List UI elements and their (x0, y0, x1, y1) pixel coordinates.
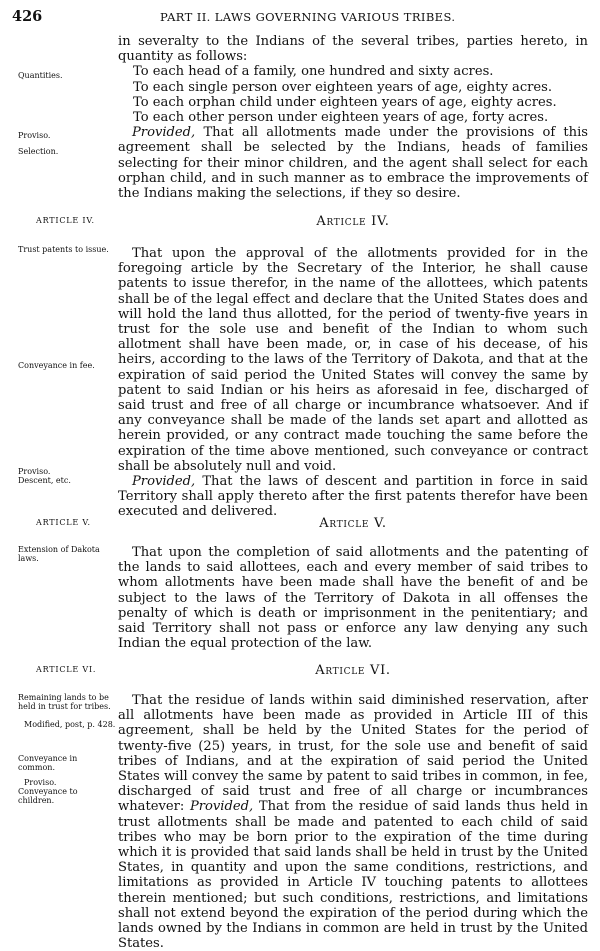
margin-article-vi: ARTICLE VI. (36, 665, 97, 674)
article-iv-paragraph: That upon the approval of the allotments provided for in the foregoing article by the Secretary of the Interior, he shall cause patents to issue therefor, in the name of the allottees, which patents shall be of the legal effect and declare that the United States does and will hold the land thus allotted, for the period of twenty-five years in trust for the sole use and benefit of the Indian to whom such allotment shall have been made, or, in case of his decease, of his heirs, according to the laws of the Territory of Dakota, and that at the expiration of said period the United States will convey the same by patent to said Indian or his heirs as aforesaid in fee, discharged of said trust and free of all charge or incumbrance whatsoever. And if any conveyance shall be made of the lands set apart and allotted as herein provided, or any contract made touching the same before the expiration of the time above mentioned, such conveyance or contract shall be absolutely null and void. (118, 246, 588, 474)
article-vi-title: Article VI. (315, 663, 391, 678)
proviso-text: That the laws of descent and partition in force in said Territory shall apply thereto after the first patents therefor have been executed and delivered. (118, 474, 588, 520)
article-iv-body (118, 246, 588, 520)
proviso-text: That all allotments made under the provisions of this agreement shall be selected by the Indians, heads of families selecting for their minor children, and the agent shall select for each orphan child, and in such manner as to embrace the improvements of the Indians making the selections, if they so desire. (118, 125, 588, 202)
intro-lead: in severalty to the Indians of the several tribes, parties hereto, in quantity as follows: (118, 34, 588, 65)
article-vi-paragraph (118, 693, 588, 951)
quantity-item-3: To each orphan child under eighteen years of age, eighty acres. (133, 94, 557, 110)
quantity-item-2: To each single person over eighteen years of age, eighty acres. (133, 79, 553, 95)
margin-article-iv: ARTICLE IV. (36, 216, 95, 225)
margin-note-proviso: Proviso. (18, 131, 51, 140)
margin-note-conveyance-fee: Conveyance in fee. (18, 361, 95, 370)
article-v-paragraph: That upon the completion of said allotments and the patenting of the lands to said allottees, each and every member of said tribes to whom allotments have been made shall have the benefit of and be subject to the laws of the Territory of Dakota in all offenses the penalty of which is death or imprisonment in the penitentiary; and said Territory shall not pass or enforce any law denying any such Indian the equal protection of the law. (118, 545, 588, 652)
margin-note-descent: Descent, etc. (18, 476, 71, 485)
page-header (12, 8, 590, 26)
margin-note-conveyance-children: Conveyance to children. (18, 787, 78, 805)
quantity-item-4: To each other person under eighteen years of age, forty acres. (133, 110, 549, 126)
margin-note-selection: Selection. (18, 147, 59, 156)
article-v-title: Article V. (319, 516, 387, 531)
article-iv-proviso (118, 474, 588, 520)
margin-note-remaining-lands: Remaining lands to be held in trust for tribes. (18, 693, 111, 711)
margin-note-proviso-2: Proviso. (18, 467, 51, 476)
proviso-italic: Provided, (132, 125, 196, 141)
quantity-item-1: To each head of a family, one hundred and sixty acres. (133, 64, 494, 80)
margin-article-v: ARTICLE V. (36, 518, 91, 527)
article-v-heading (118, 516, 588, 531)
proviso-italic: Provided, (189, 799, 254, 815)
article-vi-heading (118, 663, 588, 678)
margin-note-proviso-3: Proviso. (24, 778, 57, 787)
article-iv-title: Article IV. (316, 214, 390, 229)
article-vi-text-start: That the residue of lands within said diminished reservation, after all allotments have been made as provided in Article III of this agreement, shall be held by the United States for the period of twenty-five (25) years, in trust, for the sole use and benefit of said tribes of Indians, and at the expiration of said period the United States will convey the same by patent to said tribes in common, in fee, discharged of said trust and free of all charge or incumbrances whatever: (118, 693, 588, 815)
intro-proviso (118, 125, 588, 201)
intro-section (118, 34, 588, 201)
article-iv-heading (118, 214, 588, 229)
proviso-italic: Provided, (132, 474, 196, 490)
article-vi-text-end: That from the residue of said lands thus held in trust allotments shall be made and patented to each child of said tribes who may be born prior to the expiration of the time during which it is provided that said lands shall be held in trust by the United States, in quantity and upon the same conditions, restrictions, and limitations as provided in Article IV touching patents to allottees therein mentioned; but such conditions, restrictions, and limitations shall not extend beyond the expiration of the period during which the lands owned by the Indians in common are held in trust by the United States. (118, 799, 588, 951)
margin-note-quantities: Quantities. (18, 71, 63, 80)
article-v-body (118, 545, 588, 651)
article-vi-body (118, 693, 588, 951)
margin-note-modified: Modified, post, p. 428. (24, 720, 116, 729)
margin-note-conveyance-common: Conveyance in common. (18, 754, 78, 772)
margin-note-trust-patents: Trust patents to issue. (18, 245, 109, 254)
running-head: PART II. LAWS GOVERNING VARIOUS TRIBES. (160, 10, 456, 24)
page-number: 426 (12, 8, 43, 25)
margin-note-extension: Extension of Dakota laws. (18, 545, 100, 563)
